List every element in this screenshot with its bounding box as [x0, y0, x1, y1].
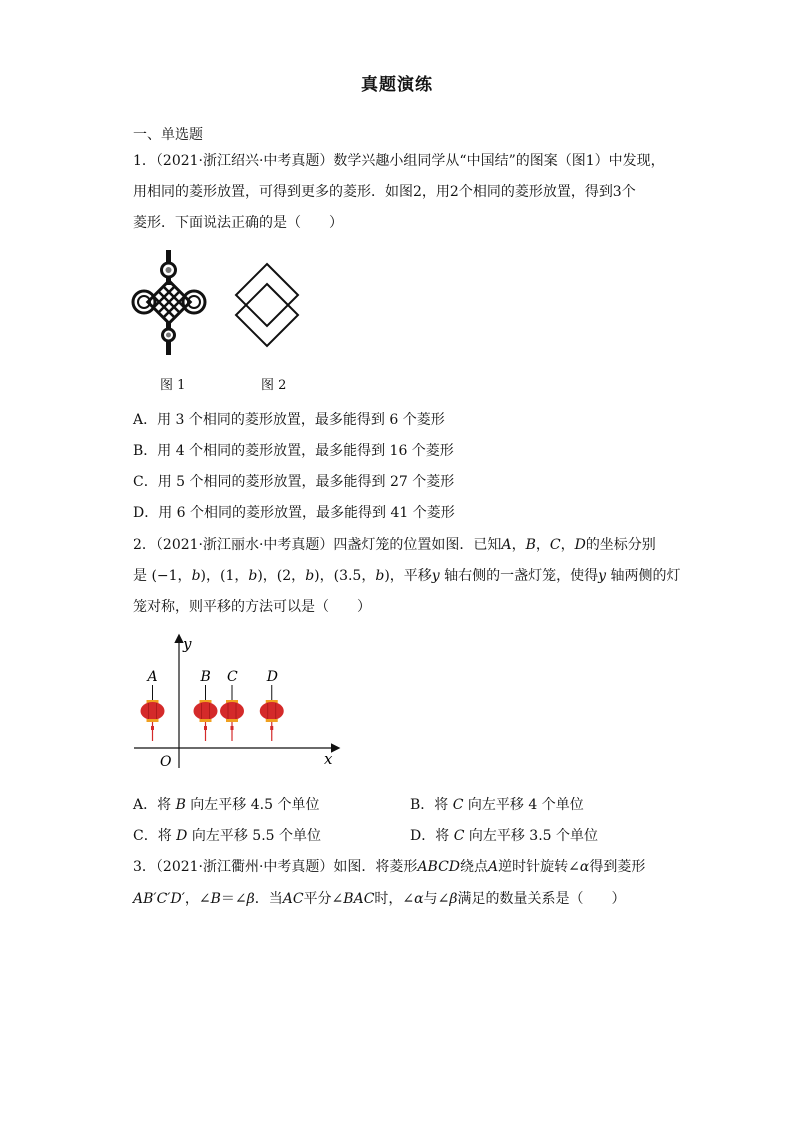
option-text: 向左平移 3.5 个单位: [464, 828, 599, 844]
q3-text: 与∠: [423, 891, 450, 907]
q2-option-a: [133, 795, 319, 815]
option-point: C: [453, 828, 465, 844]
q3-text: ．当: [254, 891, 283, 907]
lantern-a: [141, 669, 165, 741]
figure-1-label: 图 1: [160, 378, 186, 393]
angle-alpha: α: [414, 891, 424, 907]
option-text: C．将: [133, 828, 177, 844]
chinese-knot-figure: [130, 250, 210, 360]
option-text: D．将: [410, 828, 454, 844]
lantern-coordinate-graph: [130, 632, 350, 772]
angle-b: B: [210, 891, 221, 907]
angle-alpha: α: [579, 859, 590, 875]
q2-option-c: [133, 826, 321, 846]
coord-text: )，(3.5，: [314, 568, 376, 584]
segment-ac: AC: [282, 891, 304, 907]
angle-beta: β: [449, 891, 458, 907]
q3-line-2: [133, 889, 625, 909]
option-point: C: [452, 797, 464, 813]
q2-option-d: [410, 826, 598, 846]
lantern-label: A: [147, 669, 158, 685]
q1-option-a: A．用 3 个相同的菱形放置，最多能得到 6 个菱形: [133, 412, 445, 428]
option-text: 向左平移 5.5 个单位: [187, 828, 322, 844]
lantern-label: B: [200, 669, 211, 685]
lantern-group: [141, 669, 284, 741]
coord-text: 轴两侧的灯: [606, 568, 681, 584]
q3-text: 满足的数量关系是（ ）: [457, 891, 626, 907]
option-text: B．将: [410, 797, 453, 813]
point-a: A: [488, 859, 499, 875]
point-d: D: [574, 537, 586, 553]
page-title: 真题演练: [361, 75, 433, 95]
coord-text: )，(1，: [200, 568, 249, 584]
q1-line-1: 1．（2021·浙江绍兴·中考真题）数学兴趣小组同学从“中国结”的图案（图1）中发现，: [133, 153, 665, 169]
var-b: b: [248, 568, 258, 584]
q1-option-c: C．用 5 个相同的菱形放置，最多能得到 27 个菱形: [133, 474, 455, 490]
q2-option-b: [410, 795, 584, 815]
q3-text: 逆时针旋转∠: [498, 859, 580, 875]
point-c: C: [549, 537, 561, 553]
angle-bac: BAC: [343, 891, 375, 907]
separator: ，: [560, 537, 575, 553]
option-point: B: [175, 797, 186, 813]
separator: ，: [511, 537, 526, 553]
var-y: y: [598, 568, 607, 584]
separator: ，: [535, 537, 550, 553]
option-text: A．将: [133, 797, 176, 813]
q2-line-1-suffix: 的坐标分别: [585, 537, 656, 553]
origin-label: O: [160, 754, 172, 770]
coord-text: 轴右侧的一盏灯笼，使得: [439, 568, 599, 584]
option-text: 向左平移 4 个单位: [463, 797, 584, 813]
q3-text: 得到菱形: [589, 859, 646, 875]
q3-line-1: [133, 857, 645, 877]
figure-2-label: 图 2: [261, 378, 287, 393]
var-b: b: [191, 568, 201, 584]
q1-option-d: D．用 6 个相同的菱形放置，最多能得到 41 个菱形: [133, 505, 455, 521]
q1-option-b: B．用 4 个相同的菱形放置，最多能得到 16 个菱形: [133, 443, 454, 459]
q1-line-3: 菱形．下面说法正确的是（ ）: [133, 215, 343, 231]
section-heading: 一、单选题: [133, 127, 203, 143]
q3-text: 绕点: [460, 859, 489, 875]
q1-line-2: 用相同的菱形放置，可得到更多的菱形．如图2，用2个相同的菱形放置，得到3个: [133, 184, 636, 200]
option-point: D: [176, 828, 188, 844]
rhombus-rotated: AB′C′D′: [133, 891, 185, 907]
lantern-c: [220, 669, 244, 741]
lantern-label: C: [227, 669, 238, 685]
lantern-d: [260, 669, 284, 741]
var-b: b: [305, 568, 315, 584]
q2-line-3: 笼对称，则平移的方法可以是（ ）: [133, 599, 371, 615]
lantern-label: D: [266, 669, 278, 685]
option-text: 向左平移 4.5 个单位: [185, 797, 320, 813]
x-axis-label: x: [324, 750, 333, 768]
angle-beta: β: [246, 891, 255, 907]
q3-text: 3．（2021·浙江衢州·中考真题）如图．将菱形: [133, 859, 418, 875]
rhombus-abcd: ABCD: [417, 859, 461, 875]
var-y: y: [431, 568, 440, 584]
q3-text: 平分∠: [303, 891, 344, 907]
q3-text: ＝∠: [220, 891, 247, 907]
coord-text: )，(2，: [257, 568, 306, 584]
y-axis-label: y: [183, 635, 192, 653]
q3-text: ，∠: [184, 891, 211, 907]
coord-text: 是 (−1，: [133, 568, 192, 584]
q2-prefix: 2．（2021·浙江丽水·中考真题）四盏灯笼的位置如图．已知: [133, 537, 502, 553]
var-b: b: [375, 568, 385, 584]
point-a: A: [501, 537, 512, 553]
overlapping-rhombus-figure: [232, 262, 302, 348]
q3-text: 时，∠: [374, 891, 415, 907]
coord-text: )，平移: [384, 568, 432, 584]
q2-line-1: [133, 535, 656, 555]
q2-line-2: [133, 566, 681, 586]
lantern-b: [194, 669, 218, 741]
point-b: B: [525, 537, 536, 553]
